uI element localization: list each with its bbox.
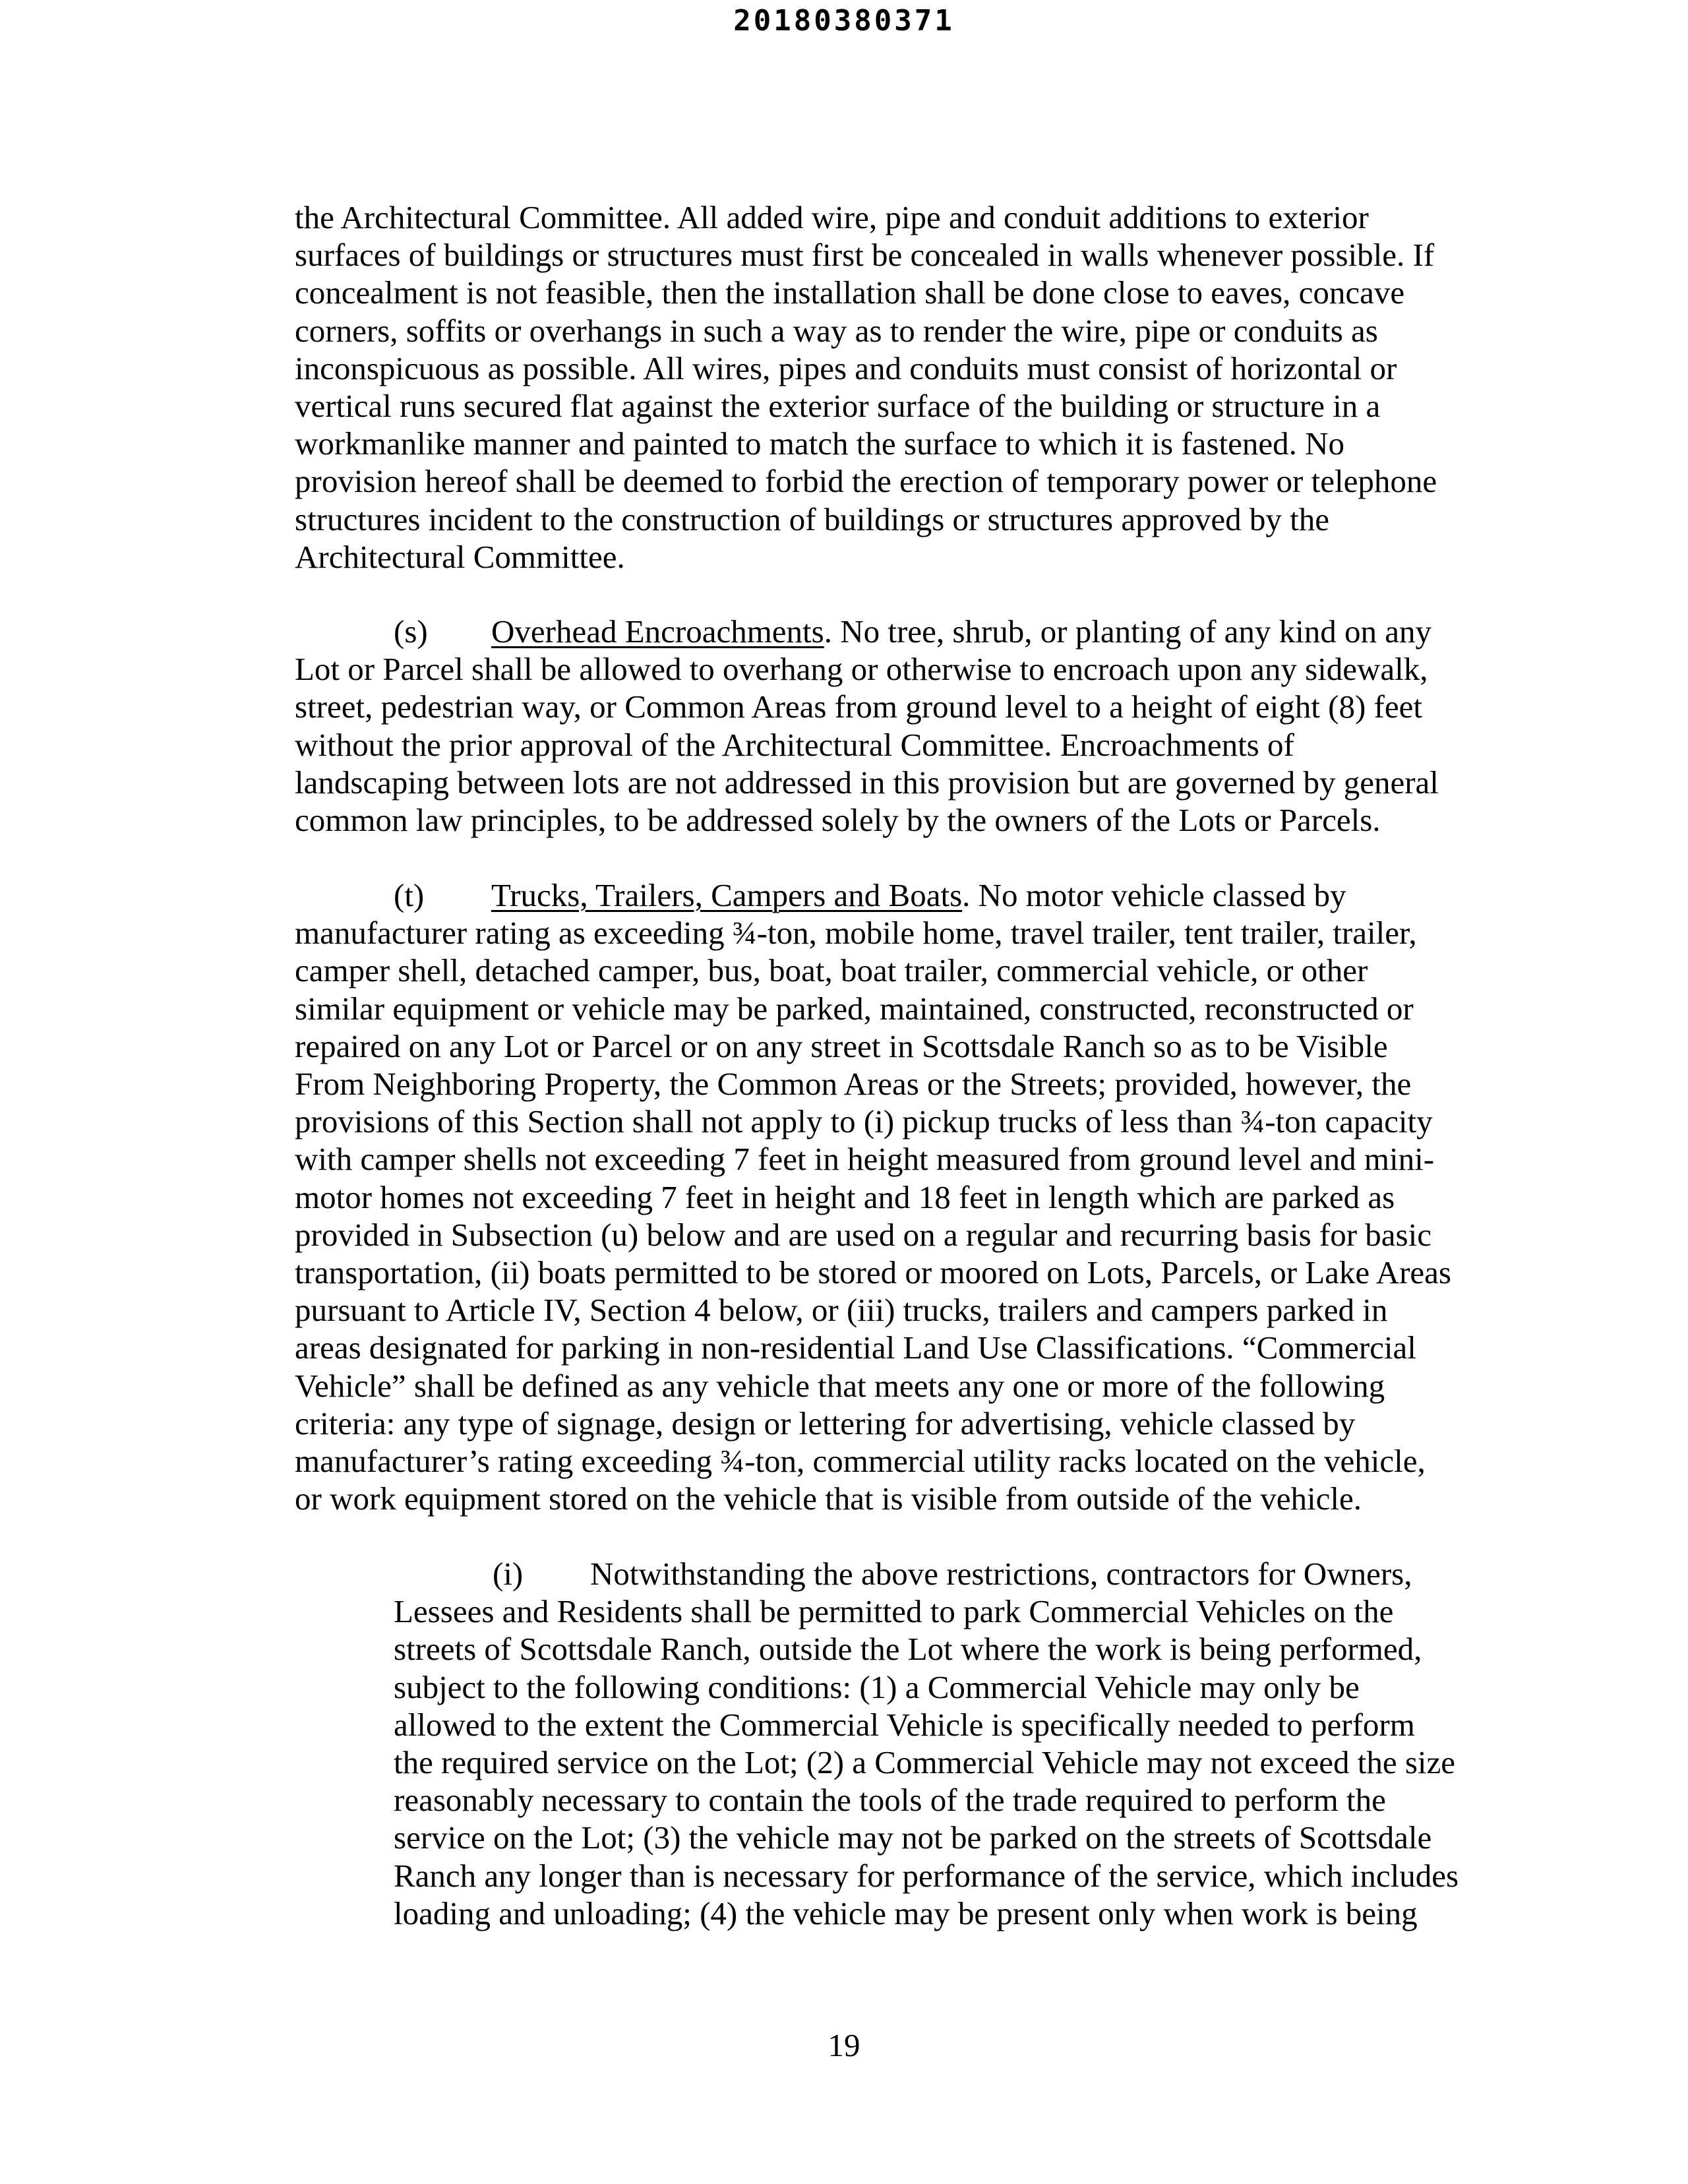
text-line: provided in Subsection (u) below and are used on a regular and recurring basis for basic [295, 1216, 1432, 1253]
text-line: Vehicle” shall be defined as any vehicle that meets any one or more of the following [295, 1367, 1385, 1404]
text-line: From Neighboring Property, the Common Areas or the Streets; provided, however, the [295, 1066, 1412, 1103]
text-line: concealment is not feasible, then the installation shall be done close to eaves, concave [295, 274, 1405, 311]
section-s-overhead-encroachments [295, 613, 1495, 839]
text-line: streets of Scottsdale Ranch, outside the Lot where the work is being performed, [394, 1631, 1422, 1668]
text-line: without the prior approval of the Architectural Committee. Encroachments of [295, 726, 1294, 763]
subsection-i-first-line-text: Notwithstanding the above restrictions, contractors for Owners, [590, 1556, 1412, 1592]
text-line: inconspicuous as possible. All wires, pipes and conduits must consist of horizontal or [295, 349, 1397, 386]
subsection-i-first-line [394, 1555, 1515, 1592]
subsection-i-marker: (i) [493, 1556, 524, 1592]
text-line: surfaces of buildings or structures must first be concealed in walls whenever possible. If [295, 237, 1435, 274]
text-line: pursuant to Article IV, Section 4 below, or (iii) trucks, trailers and campers parked in [295, 1292, 1388, 1329]
text-line: provisions of this Section shall not apply to (i) pickup trucks of less than ¾-ton capacity [295, 1103, 1433, 1140]
text-line: workmanlike manner and painted to match the surface to which it is fastened. No [295, 425, 1344, 462]
text-line: the required service on the Lot; (2) a Commercial Vehicle may not exceed the size [394, 1744, 1456, 1781]
section-s-first-line-text: . No tree, shrub, or planting of any kind on any [824, 613, 1432, 650]
text-line: or work equipment stored on the vehicle that is visible from outside of the vehicle. [295, 1480, 1362, 1517]
text-line: reasonably necessary to contain the tools of the trade required to perform the [394, 1782, 1386, 1819]
text-line: areas designated for parking in non-residential Land Use Classifications. “Commercial [295, 1329, 1416, 1366]
text-line: repaired on any Lot or Parcel or on any street in Scottsdale Ranch so as to be Visible [295, 1027, 1388, 1064]
text-line: transportation, (ii) boats permitted to be stored or moored on Lots, Parcels, or Lake Areas [295, 1254, 1451, 1291]
text-line: corners, soffits or overhangs in such a way as to render the wire, pipe or conduits as [295, 312, 1378, 349]
section-t-first-line-text: . No motor vehicle classed by [962, 877, 1346, 913]
section-t-heading: Trucks, Trailers, Campers and Boats [491, 877, 963, 913]
section-s-marker: (s) [394, 613, 428, 650]
text-line: Architectural Committee. [295, 538, 625, 575]
text-line: Lot or Parcel shall be allowed to overhang or otherwise to encroach upon any sidewalk, [295, 651, 1428, 688]
text-line: the Architectural Committee. All added wire, pipe and conduit additions to exterior [295, 199, 1369, 235]
text-line: similar equipment or vehicle may be parked, maintained, constructed, reconstructed or [295, 990, 1414, 1027]
text-line: street, pedestrian way, or Common Areas from ground level to a height of eight (8) feet [295, 688, 1422, 725]
text-line: camper shell, detached camper, bus, boat, boat trailer, commercial vehicle, or other [295, 952, 1368, 989]
text-line: loading and unloading; (4) the vehicle may be present only when work is being [394, 1895, 1418, 1931]
text-line: provision hereof shall be deemed to forbid the erection of temporary power or telephone [295, 463, 1437, 500]
section-t-trucks-trailers [295, 876, 1495, 1517]
section-s-heading: Overhead Encroachments [491, 613, 824, 650]
text-line: manufacturer’s rating exceeding ¾-ton, commercial utility racks located on the vehicle, [295, 1443, 1426, 1480]
text-line: vertical runs secured flat against the exterior surface of the building or structure in a [295, 388, 1381, 425]
text-line: allowed to the extent the Commercial Vehicle is specifically needed to perform [394, 1706, 1415, 1743]
text-line: service on the Lot; (3) the vehicle may not be parked on the streets of Scottsdale [394, 1819, 1432, 1856]
section-t-first-line [295, 876, 1495, 914]
text-line: manufacturer rating as exceeding ¾-ton, mobile home, travel trailer, tent trailer, trailer, [295, 915, 1417, 952]
text-line: structures incident to the construction of buildings or structures approved by the [295, 501, 1330, 537]
text-line: Ranch any longer than is necessary for performance of the service, which includes [394, 1857, 1459, 1894]
section-t-subsection-i [394, 1555, 1515, 1932]
section-s-first-line [295, 613, 1495, 650]
page-number: 19 [828, 2027, 860, 2063]
text-line: subject to the following conditions: (1) a Commercial Vehicle may only be [394, 1668, 1360, 1705]
text-line: landscaping between lots are not addressed in this provision but are governed by general [295, 764, 1439, 801]
text-line: motor homes not exceeding 7 feet in height and 18 feet in length which are parked as [295, 1178, 1395, 1215]
text-line: common law principles, to be addressed solely by the owners of the Lots or Parcels. [295, 802, 1381, 839]
text-line: Lessees and Residents shall be permitted to park Commercial Vehicles on the [394, 1593, 1394, 1630]
section-t-marker: (t) [394, 877, 425, 913]
document-number: 20180380371 [733, 4, 955, 38]
text-line: with camper shells not exceeding 7 feet in height measured from ground level and mini- [295, 1141, 1435, 1178]
text-line: criteria: any type of signage, design or lettering for advertising, vehicle classed by [295, 1405, 1356, 1441]
paragraph-continuation [295, 198, 1495, 576]
